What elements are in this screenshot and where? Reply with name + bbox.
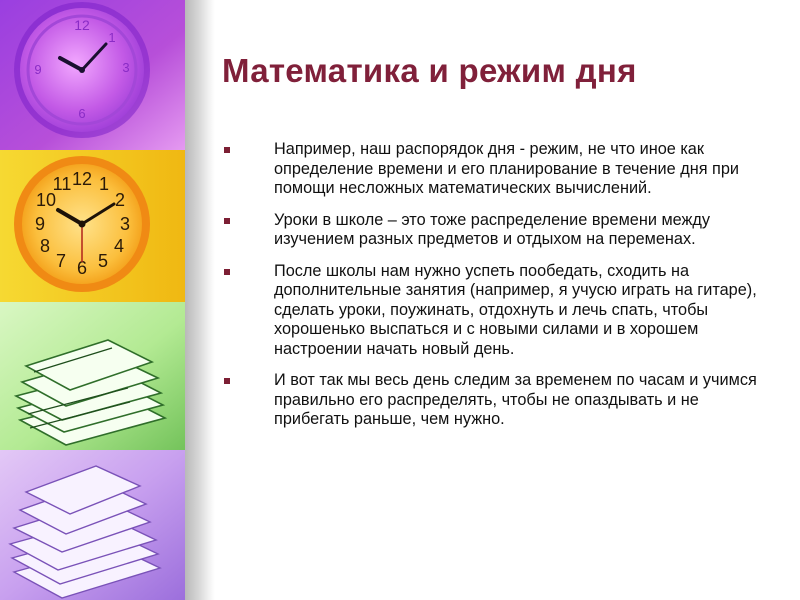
decorative-image-strip: [0, 0, 185, 600]
wall-clock-purple-icon: [0, 0, 185, 150]
clock-numeral: 3: [122, 60, 130, 75]
divider-shadow: [185, 0, 215, 600]
paper-stack-purple-icon: [0, 450, 185, 600]
bullet-text: Например, наш распорядок дня - режим, не что иное как определение времени и его планирование в течение дня при помощи несложных математических вычислений.: [274, 140, 740, 197]
clock-numeral: 9: [34, 214, 46, 234]
bullet-text: После школы нам нужно успеть пообедать, сходить на дополнительные занятия (например, я учусю играть на гитаре), сделать уроки, поужинать, отдохнуть и лечь спать, чтобы хорошенько выспаться и с новыми силами и в хорошем настроении начать новый день.: [274, 261, 757, 358]
clock-numeral: 6: [78, 106, 86, 121]
bullet-text: И вот так мы весь день следим за временем по часам и учимся правильно его распределять, чтобы не опаздывать и не прибегать раньше, чем нужно.: [274, 371, 757, 428]
bullet-item: [224, 140, 772, 199]
clock-numeral: 11: [52, 174, 72, 194]
bullet-item: [224, 211, 772, 250]
bullet-marker-icon: [224, 218, 230, 224]
paper-stack-green-icon: [0, 302, 185, 450]
clock-numeral: 12: [71, 169, 93, 189]
clock-numeral: 2: [114, 190, 126, 210]
slide-title: Математика и режим дня: [222, 52, 637, 89]
bullet-marker-icon: [224, 147, 230, 153]
clock-numeral: 10: [35, 190, 57, 210]
clock-numeral: 7: [55, 251, 67, 271]
wall-clock-orange-icon: [0, 150, 185, 302]
clock-numeral: 12: [74, 17, 90, 33]
bullet-marker-icon: [224, 378, 230, 384]
clock-numeral: 1: [98, 174, 110, 194]
bullet-list: [224, 140, 772, 442]
clock-numeral: 6: [76, 258, 88, 278]
clock-numeral: 3: [119, 214, 131, 234]
clock-numeral: 8: [39, 236, 51, 256]
bullet-marker-icon: [224, 269, 230, 275]
clock-numeral: 4: [113, 236, 125, 256]
clock-numeral: 1: [108, 30, 116, 45]
bullet-text: Уроки в школе – это тоже распределение времени между изучением разных предметов и отдыхом на переменах.: [274, 210, 711, 248]
clock-numeral: 5: [97, 251, 109, 271]
bullet-item: [224, 371, 772, 430]
bullet-item: [224, 262, 772, 360]
clock-numeral: 9: [34, 62, 42, 77]
